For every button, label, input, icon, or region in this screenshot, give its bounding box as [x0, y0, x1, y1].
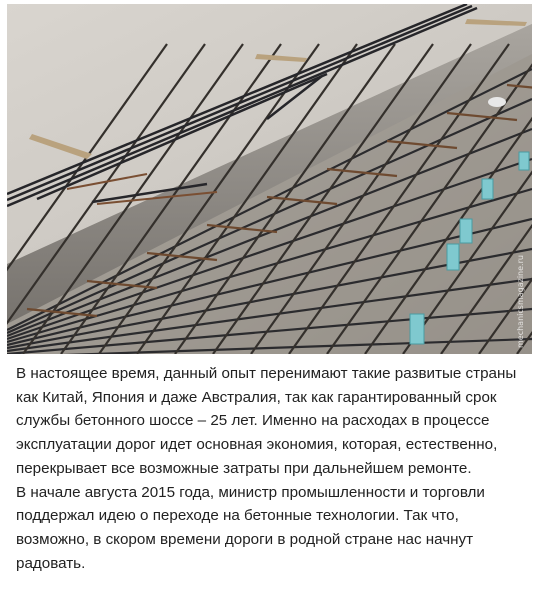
article-text: [16, 362, 536, 575]
article-paragraph-1: В настоящее время, данный опыт перенимают такие развитые страны как Китай, Япония и даже Австралия, так как гарантированный срок службы бетонного шоссе – 25 лет. Именно на расходах в процессе эксплуатации дорог идет основная экономия, которая, естественно, перекрывает все возможные затраты при дальнейшем ремонте.: [16, 365, 517, 477]
road-construction-photo: [7, 4, 532, 354]
photo-watermark: mechanicsmagazine.ru: [516, 255, 525, 348]
article-paragraph-2: В начале августа 2015 года, министр промышленности и торговли поддержал идею о переходе на бетонные технологии. Так что, возможно, в скором времени дороги в родной стране нас начнут радовать.: [16, 483, 485, 572]
rebar-scene-illustration: [7, 4, 532, 354]
